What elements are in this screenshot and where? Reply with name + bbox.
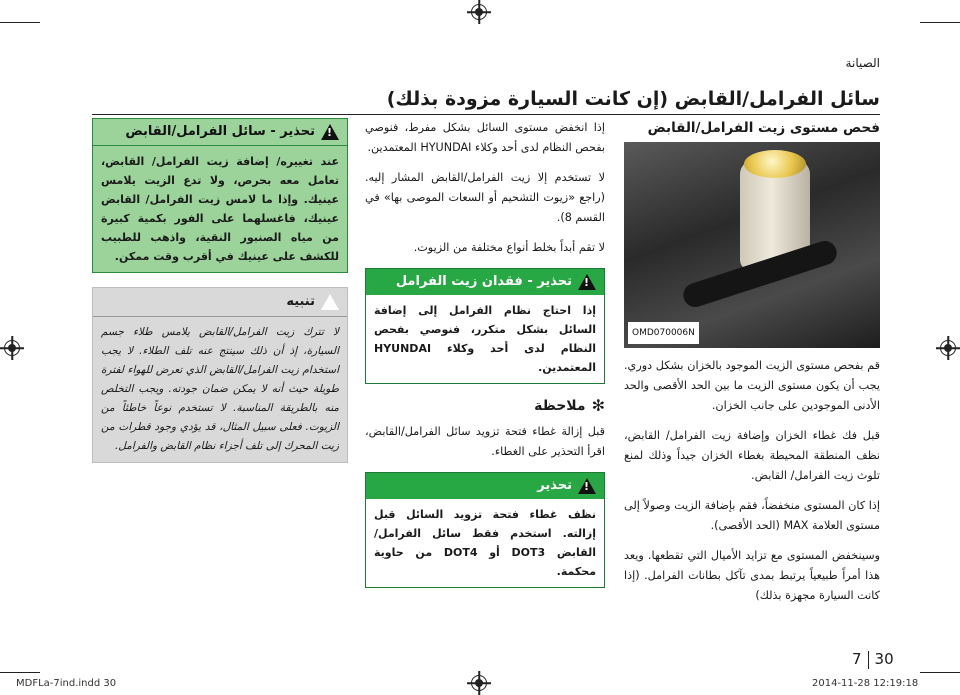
paragraph: لا تستخدم إلا زيت الفرامل/القابض المشار إليه. (راجع «زيوت التشحيم أو السعات الموصى بها» في القسم 8).: [365, 171, 605, 224]
section-title: فحص مستوى زيت الفرامل/القابض: [647, 120, 880, 136]
footer-stamp: 2014-11-28 12:19:18: [812, 678, 919, 689]
page-number-divider: [868, 651, 869, 669]
caution-header: [93, 288, 347, 317]
warning-header: [366, 269, 604, 295]
info-body: قبل إزالة غطاء فتحة تزويد سائل الفرامل/القابض، اقرأ التحذير على الغطاء.: [365, 425, 605, 458]
warning-triangle-icon: [578, 274, 596, 290]
info-title: ملاحظة: [534, 398, 586, 414]
paragraph: إذا انخفض مستوى السائل بشكل مفرط، فنوصي بفحص النظام لدى أحد وكلاء HYUNDAI المعتمدين.: [365, 121, 605, 154]
warning-triangle-icon: [321, 124, 339, 140]
warning-title: تحذير: [537, 478, 572, 493]
warning-body: إذا احتاج نظام الفرامل إلى إضافة السائل بشكل متكرر، فنوصي بفحص النظام لدى أحد وكلاء HYUNDAI المعتمدين.: [374, 304, 596, 374]
crop-mark: [0, 22, 40, 23]
caution-body: لا تترك زيت الفرامل/القابض يلامس طلاء جسم السيارة، إذ أن ذلك سينتج عنه تلف الطلاء. لا يجب استخدام زيت الفرامل/القابض الذي تعرض للهواء لفترة طويلة حيث أنه لا يمكن ضمان جودته. ويجب التخلص منه بالطريقة المناسبة. لا تستخدم نوعاً خاطئاً من الزيوت. فعلى سبيل المثال، قد يؤدي وجود قطرات من زيت المحرك إلى تلف أجزاء نظام القابض والفرامل.: [101, 326, 339, 452]
crop-mark: [920, 22, 960, 23]
page-number: [852, 650, 894, 669]
paragraph: قم بفحص مستوى الزيت الموجود بالخزان بشكل دوري. يجب أن يكون مستوى الزيت ما بين الحد الأقصى والحد الأدنى الموجودين على جانب الخزان.: [624, 359, 880, 412]
caution-title: تنبيه: [286, 294, 315, 309]
crop-mark: [0, 672, 40, 673]
warning-box: [365, 472, 605, 588]
page-title: سائل الفرامل/القابض (إن كانت السيارة مزودة بذلك): [92, 88, 880, 115]
warning-title: تحذير - سائل الفرامل/القابض: [125, 124, 315, 139]
caution-triangle-icon: [321, 294, 339, 310]
photo-code: OMD070006N: [628, 322, 699, 344]
registration-mark-icon: [471, 4, 487, 20]
page-number-value: 30: [874, 650, 894, 668]
registration-mark-icon: [4, 340, 20, 356]
registration-mark-icon: [471, 675, 487, 691]
paragraph: لا تقم أبداً بخلط أنواع مختلفة من الزيوت.: [413, 241, 605, 254]
footer-file: MDFLa-7ind.indd 30: [16, 678, 117, 689]
paragraph: قبل فك غطاء الخزان وإضافة زيت الفرامل/ القابض، نظف المنطقة المحيطة بغطاء الخزان جيداً وذلك لمنع تلوث زيت الفرامل/ القابض.: [624, 429, 880, 482]
crop-mark: [920, 672, 960, 673]
warning-header: [366, 473, 604, 499]
asterisk-icon: ✻: [591, 396, 605, 415]
left-column: [92, 118, 348, 463]
warning-header: [93, 119, 347, 146]
info-header: [365, 396, 605, 416]
warning-box: [365, 268, 605, 384]
right-column: [624, 118, 880, 616]
warning-box: [92, 118, 348, 273]
paragraph: إذا كان المستوى منخفضاً، فقم بإضافة الزيت وصولاً إلى مستوى العلامة MAX (الحد الأقصى).: [624, 499, 880, 532]
caution-box: [92, 287, 348, 463]
reservoir-photo: [624, 142, 880, 348]
chapter-number: 7: [852, 650, 862, 668]
registration-mark-icon: [940, 340, 956, 356]
middle-column: [365, 118, 605, 600]
warning-body: نظف غطاء فتحة تزويد السائل قبل إزالته. استخدم فقط سائل الفرامل/القابض DOT3 أو DOT4 من حاوية محكمة.: [374, 508, 596, 578]
section-header: الصيانة: [845, 56, 880, 70]
warning-body: عند تغييره/ إضافة زيت الفرامل/ القابض، تعامل معه بحرص، ولا تدع الزيت يلامس عينيك. وإذا ما لامس زيت الفرامل/ القابض عينيك، فاغسلهما على الفور بكمية كبيرة من مياه الصنبور النقية، واذهب للطبيب للكشف على عينيك في أقرب وقت ممكن.: [101, 155, 339, 263]
warning-title: تحذير - فقدان زيت الفرامل: [395, 274, 572, 289]
warning-triangle-icon: [578, 478, 596, 494]
reservoir-cap: [744, 150, 806, 178]
paragraph: وسينخفض المستوى مع تزايد الأميال التي تقطعها. ويعد هذا أمراً طبيعياً يرتبط بمدى تآكل بطانات الفرامل. (إذا كانت السيارة مجهزة بذلك): [624, 549, 880, 602]
